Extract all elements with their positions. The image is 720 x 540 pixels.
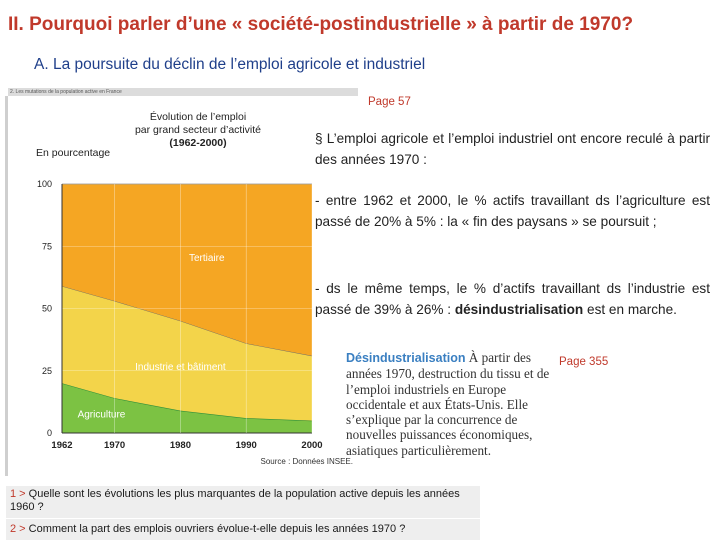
paragraph-3-tail: est en marche.: [583, 302, 677, 317]
question-2-text: Comment la part des emplois ouvriers évolue-t-elle depuis les années 1970 ?: [25, 523, 406, 535]
chart-source: Source : Données INSEE.: [260, 457, 353, 466]
employment-chart-svg: [8, 96, 356, 476]
chart-title-line-3: (1962-2000): [169, 137, 227, 149]
page-ref-top: Page 57: [368, 96, 411, 108]
paragraph-2: - entre 1962 et 2000, le % actifs travaillant ds l’agriculture est passé de 20% à 5% : la « fin des paysans » se poursuit ;: [315, 193, 710, 229]
x-tick-label: 1962: [51, 440, 73, 451]
x-tick-label: 1970: [104, 440, 126, 451]
question-1: [6, 486, 480, 516]
chart-title-line-2: par grand secteur d’activité: [134, 124, 262, 136]
y-tick-label: 75: [41, 241, 52, 252]
question-1-text: Quelle sont les évolutions les plus marquantes de la population active depuis les années 1960 ?: [10, 488, 460, 513]
paragraph-3: [315, 278, 710, 320]
series-label-2: Industrie et bâtiment: [135, 361, 226, 373]
y-tick-label: 0: [46, 428, 52, 438]
definition-text: À partir des années 1970, destruction du tissu et de l’emploi industriels en Europe occidentale et aux États-Unis. Elle s’explique par la concurrence de nouvelles puissances économiques, asiatiques particulièrement.: [346, 350, 550, 458]
y-tick-label: 50: [41, 303, 52, 314]
question-2: [6, 521, 480, 538]
x-tick-label: 1990: [235, 440, 257, 451]
question-separator: [6, 518, 480, 519]
y-tick-label: 100: [36, 179, 52, 189]
question-2-number: 2 >: [10, 523, 26, 535]
y-tick-label: 25: [41, 365, 52, 376]
paragraph-1: § L’emploi agricole et l’emploi industriel ont encore reculé à partir des années 1970 :: [315, 131, 710, 167]
paragraph-3-bold: désindustrialisation: [454, 302, 584, 317]
definition-keyword: Désindustrialisation: [346, 351, 466, 365]
question-1-number: 1 >: [10, 488, 26, 500]
x-tick-label: 1980: [169, 440, 191, 451]
definition-box: [346, 350, 561, 458]
questions-panel: [6, 486, 480, 540]
slide-title: II. Pourquoi parler d’une « société-postindustrielle » à partir de 1970?: [8, 14, 634, 35]
y-axis-label: En pourcentage: [36, 147, 111, 159]
x-tick-label: 2000: [301, 440, 323, 451]
page-ref-bottom: Page 355: [559, 356, 609, 368]
chart-title-line-1: Évolution de l’emploi: [149, 111, 247, 123]
series-label-1: Agriculture: [77, 409, 126, 421]
slide-subtitle: A. La poursuite du déclin de l’emploi agricole et industriel: [34, 56, 426, 73]
employment-chart: [8, 96, 356, 476]
paragraph-3-text: - ds le même temps, le % d’actifs travaillant ds l’industrie est passé de 39% à 26% :: [315, 281, 710, 317]
series-label-3: Tertiaire: [188, 252, 225, 264]
book-figure-header: 2. Les mutations de la population active en France: [8, 88, 358, 96]
